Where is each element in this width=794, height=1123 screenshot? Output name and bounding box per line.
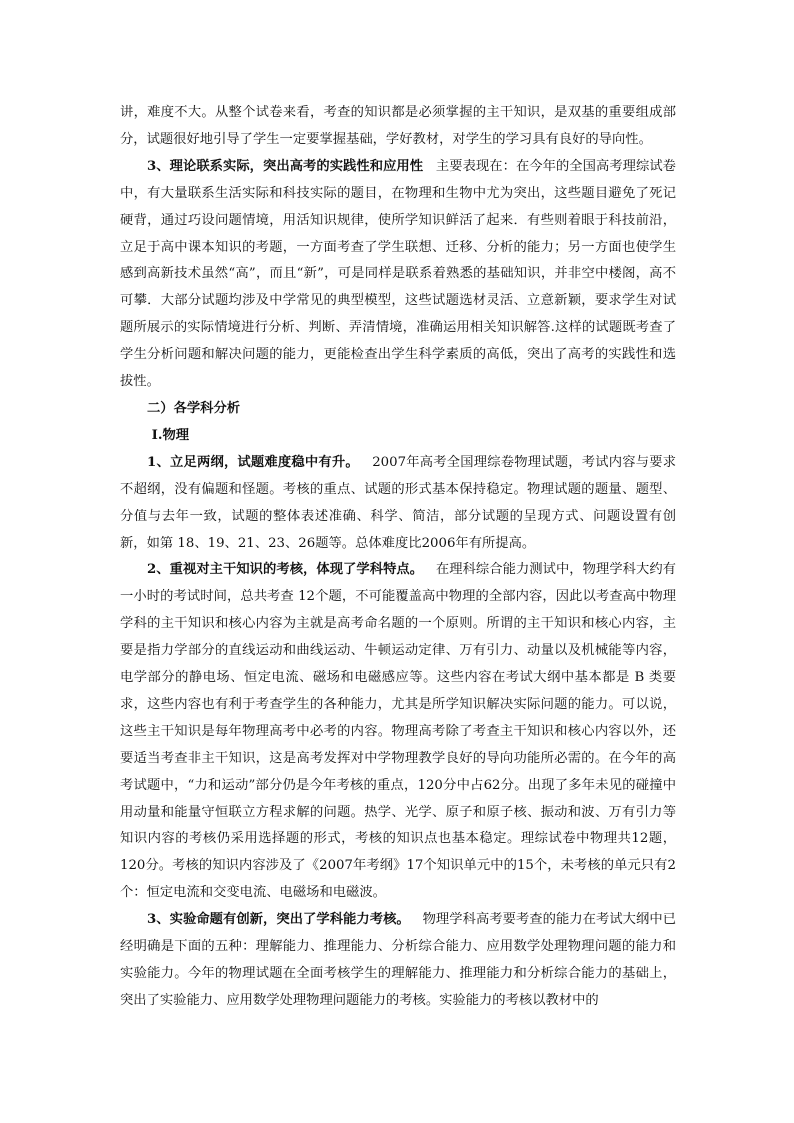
- document-page: [120, 100, 676, 1015]
- paragraph-text: 讲，难度不大。从整个试卷来看，考查的知识都是必须掌握的主干知识，是双基的重要组成部分，试题很好地引导了学生一定要掌握基础，学好教材，对学生的学习具有良好的导向性。: [120, 105, 676, 147]
- paragraph-lead: 1、立足两纲，试题难度稳中有升。: [147, 454, 359, 470]
- paragraph-physics-2: [120, 557, 676, 907]
- paragraph-text: 物理学科高考要考查的能力在考试大纲中已经明确是下面的五种：理解能力、推理能力、分析综合能力、应用数学处理物理问题的能力和实验能力。今年的物理试题在全面考核学生的理解能力、推理能力和分析综合能力的基础上，突出了实验能力、应用数学处理物理问题能力的考核。实验能力的考核以教材中的: [120, 912, 676, 1008]
- paragraph-lead: 3、理论联系实际，突出高考的实践性和应用性: [147, 158, 424, 174]
- paragraph-physics-3: [120, 907, 676, 1015]
- paragraph-text: 2007年高考全国理综卷物理试题，考试内容与要求不超纲，没有偏题和怪题。考核的重点、试题的形式基本保持稳定。物理试题的题量、题型、分值与去年一致，试题的整体表述准确、科学、简洁，部分试题的呈现方式、问题设置有创新，如第 18、19、21、23、26题等。总体难度比2006年有所提高。: [120, 454, 676, 551]
- subsection-heading-text: Ⅰ.物理: [151, 427, 190, 443]
- paragraph-intro: [120, 100, 676, 154]
- section-heading-text: 二）各学科分析: [147, 400, 241, 416]
- section-heading: [120, 396, 676, 423]
- paragraph-lead: 2、重视对主干知识的考核，体现了学科特点。: [147, 562, 424, 578]
- paragraph-practice: [120, 154, 676, 396]
- paragraph-lead: 3、实验命题有创新，突出了学科能力考核。: [147, 912, 410, 928]
- paragraph-text: 在理科综合能力测试中，物理学科大约有一小时的考试时间，总共考查 12个题，不可能覆盖高中物理的全部内容，因此以考查高中物理学科的主干知识和核心内容为主就是高考命名题的一个原则。所谓的主干知识和核心内容，主要是指力学部分的直线运动和曲线运动、牛顿运动定律、万有引力、动量以及机械能等内容，电学部分的静电场、恒定电流、磁场和电磁感应等。这些内容在考试大纲中基本都是 B 类要求，这些内容也有利于考查学生的各种能力，尤其是所学知识解决实际问题的能力。可以说，这些主干知识是每年物理高考中必考的内容。物理高考除了考查主干知识和核心内容以外，还要适当考查非主干知识，这是高考发挥对中学物理教学良好的导向功能所必需的。在今年的高考试题中，“力和运动”部分仍是今年考核的重点，120分中占62分。出现了多年未见的碰撞中用动量和能量守恒联立方程求解的问题。热学、光学、原子和原子核、振动和波、万有引力等知识内容的考核仍采用选择题的形式，考核的知识点也基本稳定。理综试卷中物理共12题，120分。考核的知识内容涉及了《2007年考纲》17个知识单元中的15个，未考核的单元只有2个：恒定电流和交变电流、电磁场和电磁波。: [120, 562, 676, 901]
- paragraph-physics-1: [120, 450, 676, 558]
- subsection-heading: [120, 423, 676, 450]
- paragraph-text: 主要表现在：在今年的全国高考理综试卷中，有大量联系生活实际和科技实际的题目，在物理和生物中尤为突出，这些题目避免了死记硬背，通过巧设问题情境，用活知识规律，使所学知识鲜活了起来．有些则着眼于科技前沿，立足于高中课本知识的考题，一方面考查了学生联想、迁移、分析的能力；另一方面也使学生感到高新技术虽然“高”，而且“新”，可是同样是联系着熟悉的基础知识，并非空中楼阁，高不可攀．大部分试题均涉及中学常见的典型模型，这些试题选材灵活、立意新颖，要求学生对试题所展示的实际情境进行分析、判断、弄清情境，准确运用相关知识解答.这样的试题既考查了学生分析问题和解决问题的能力，更能检查出学生科学素质的高低，突出了高考的实践性和选拔性。: [120, 158, 676, 390]
